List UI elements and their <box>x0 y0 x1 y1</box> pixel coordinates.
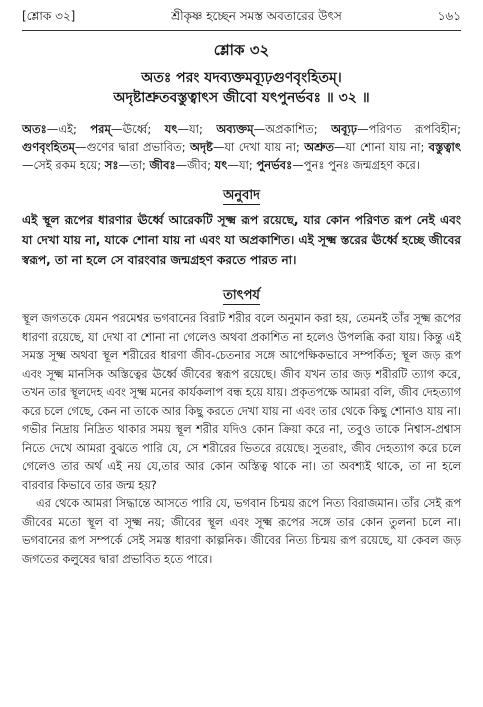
header-divider <box>22 30 461 31</box>
purport-paragraph: এর থেকে আমরা সিদ্ধান্তে আসতে পারি যে, ভগবান চিন্ময় রূপে নিত্য বিরাজমান। তাঁর সেই রূপ জীবের মতো স্থূল বা সূক্ষ্ম নয়; জীবের স্থূল এবং সূক্ষ্ম রূপের সঙ্গে তার কোন তুলনা চলে না। ভগবানের রূপ সম্পর্কে সেই সমস্ত ধারণা কাল্পনিক। জীবের নিত্য চিন্ময় রূপ রয়েছে, যা কেবল জড় জগতের কলুষের দ্বারা প্রভাবিত হতে পারে। <box>22 497 461 566</box>
synonym-meaning: —যা শোনা যায় না; <box>334 140 429 154</box>
synonym-term: অশ্রুত <box>304 140 335 154</box>
synonym-meaning: —সেই রকম হয়ে; <box>22 158 105 172</box>
purport-paragraph: স্থূল জগতকে যেমন পরমেশ্বর ভগবানের বিরাট শরীর বলে অনুমান করা হয়, তেমনই তাঁর সূক্ষ্ম রূপের ধারণা রয়েছে, যা দেখা বা শোনা না গেলেও অথবা প্রকাশিত না হলেও উপলব্ধি করা যায়। কিন্তু এই সমস্ত সূক্ষ্ম অথবা স্থূল শরীরের ধারণা জীব-চেতনার সঙ্গে আপেক্ষিকভাবে সম্পর্কিত; স্থূল জড় রূপ এবং সূক্ষ্ম মানসিক অস্তিত্বের ঊর্ধ্বে জীবের স্বরূপ রয়েছে। জীব যখন তার জড় শরীরটি ত্যাগ করে, তখন তার স্থূলদেহ এবং সূক্ষ্ম মনের কার্যকলাপ বন্ধ হয়ে যায়। প্রকৃতপক্ষে আমরা বলি, জীব দেহত্যাগ করে চলে গেছে, কেন না তাকে আর কিছু করতে দেখা যায় না এবং তার থেকে কিছু শোনাও যায় না। গভীর নিদ্রায় নিদ্রিত থাকার সময় স্থূল শরীর যদিও কোন ক্রিয়া করে না, তবুও তাকে নিশ্বাস-প্রশ্বাস নিতে দেখে আমরা বুঝতে পারি যে, সে শরীরের ভিতরে রয়েছে। সুতরাং, জীব দেহত্যাগ করে চলে গেলেও তার অর্থ এই নয় যে,তার আর কোন অস্তিত্ব থাকে না। তা অবশ্যই থাকে, তা না হলে বারবার কিভাবে তার জন্ম হয়? <box>22 312 461 492</box>
synonym-meaning: —তা; <box>118 158 150 172</box>
synonym-term: পরম্ <box>90 122 111 136</box>
synonym-meaning: —অপ্রকাশিত; <box>253 122 332 136</box>
purport-body <box>22 310 461 569</box>
running-header <box>22 8 461 28</box>
word-for-word-synonyms <box>22 120 461 174</box>
synonym-term: গুণবৃংহিতম্ <box>22 140 75 154</box>
verse-line: অদৃষ্টাশ্রুতবস্তুত্বাৎস জীবো যৎপুনর্ভবঃ ॥ ৩২ ॥ <box>113 90 370 106</box>
synonym-meaning: —যা; <box>177 122 217 136</box>
translation-heading-label: অনুবাদ <box>223 188 260 203</box>
synonym-meaning: —জীব; <box>175 158 215 172</box>
synonym-meaning: —যা; <box>227 158 257 172</box>
purport-heading-label: তাৎপর্য <box>223 288 260 303</box>
verse-block <box>22 39 461 108</box>
verse-line: অতঃ পরং যদব্যক্তমব্যূঢ়গুণবৃংহিতম্। <box>141 70 342 86</box>
synonym-term: যৎ <box>164 122 178 136</box>
synonym-meaning: —যা দেখা যায় না; <box>212 140 305 154</box>
synonym-meaning: —ঊর্ধ্বে; <box>110 122 165 136</box>
synonym-term: অদৃষ্ট <box>190 140 213 154</box>
synonym-meaning: —পরিণত রূপবিহীন; <box>357 122 461 136</box>
synonym-meaning: —গুণের দ্বারা প্রভাবিত; <box>74 140 190 154</box>
synonym-term: অতঃ <box>22 122 47 136</box>
translation-heading <box>22 186 461 207</box>
translation-text: এই স্থূল রূপের ধারণার ঊর্ধ্বে আরেকটি সূক্ষ্ম রূপ রয়েছে, যার কোন পরিণত রূপ নেই এবং যা দেখা যায় না, যাকে শোনা যায় না এবং যা অপ্রকাশিত। এই সূক্ষ্ম স্তরের ঊর্ধ্বে হচ্ছে জীবের স্বরূপ, তা না হলে সে বারংবার জন্মগ্রহণ করতে পারত না। <box>22 213 461 267</box>
synonym-term: যৎ <box>214 158 228 172</box>
synonym-term: বস্তুত্বাৎ <box>428 140 462 154</box>
synonym-term: জীবঃ <box>149 158 176 172</box>
verse-title: শ্লোক ৩২ <box>213 41 270 59</box>
synonym-term: অব্যূঢ় <box>331 122 358 136</box>
header-verse-ref: [শ্লোক ৩২] <box>22 9 76 23</box>
synonym-meaning: —পুনঃ পুনঃ জন্মগ্রহণ করে। <box>292 158 420 172</box>
synonym-term: অব্যক্তম্ <box>216 122 254 136</box>
header-chapter-title: শ্রীকৃষ্ণ হচ্ছেন সমস্ত অবতারের উৎস <box>171 9 342 23</box>
purport-heading <box>22 286 461 307</box>
synonym-term: পুনর্ভবঃ <box>256 158 293 172</box>
synonym-meaning: —এই; <box>46 122 91 136</box>
synonym-term: সঃ <box>104 158 119 172</box>
page-number: ১৬১ <box>437 9 461 23</box>
